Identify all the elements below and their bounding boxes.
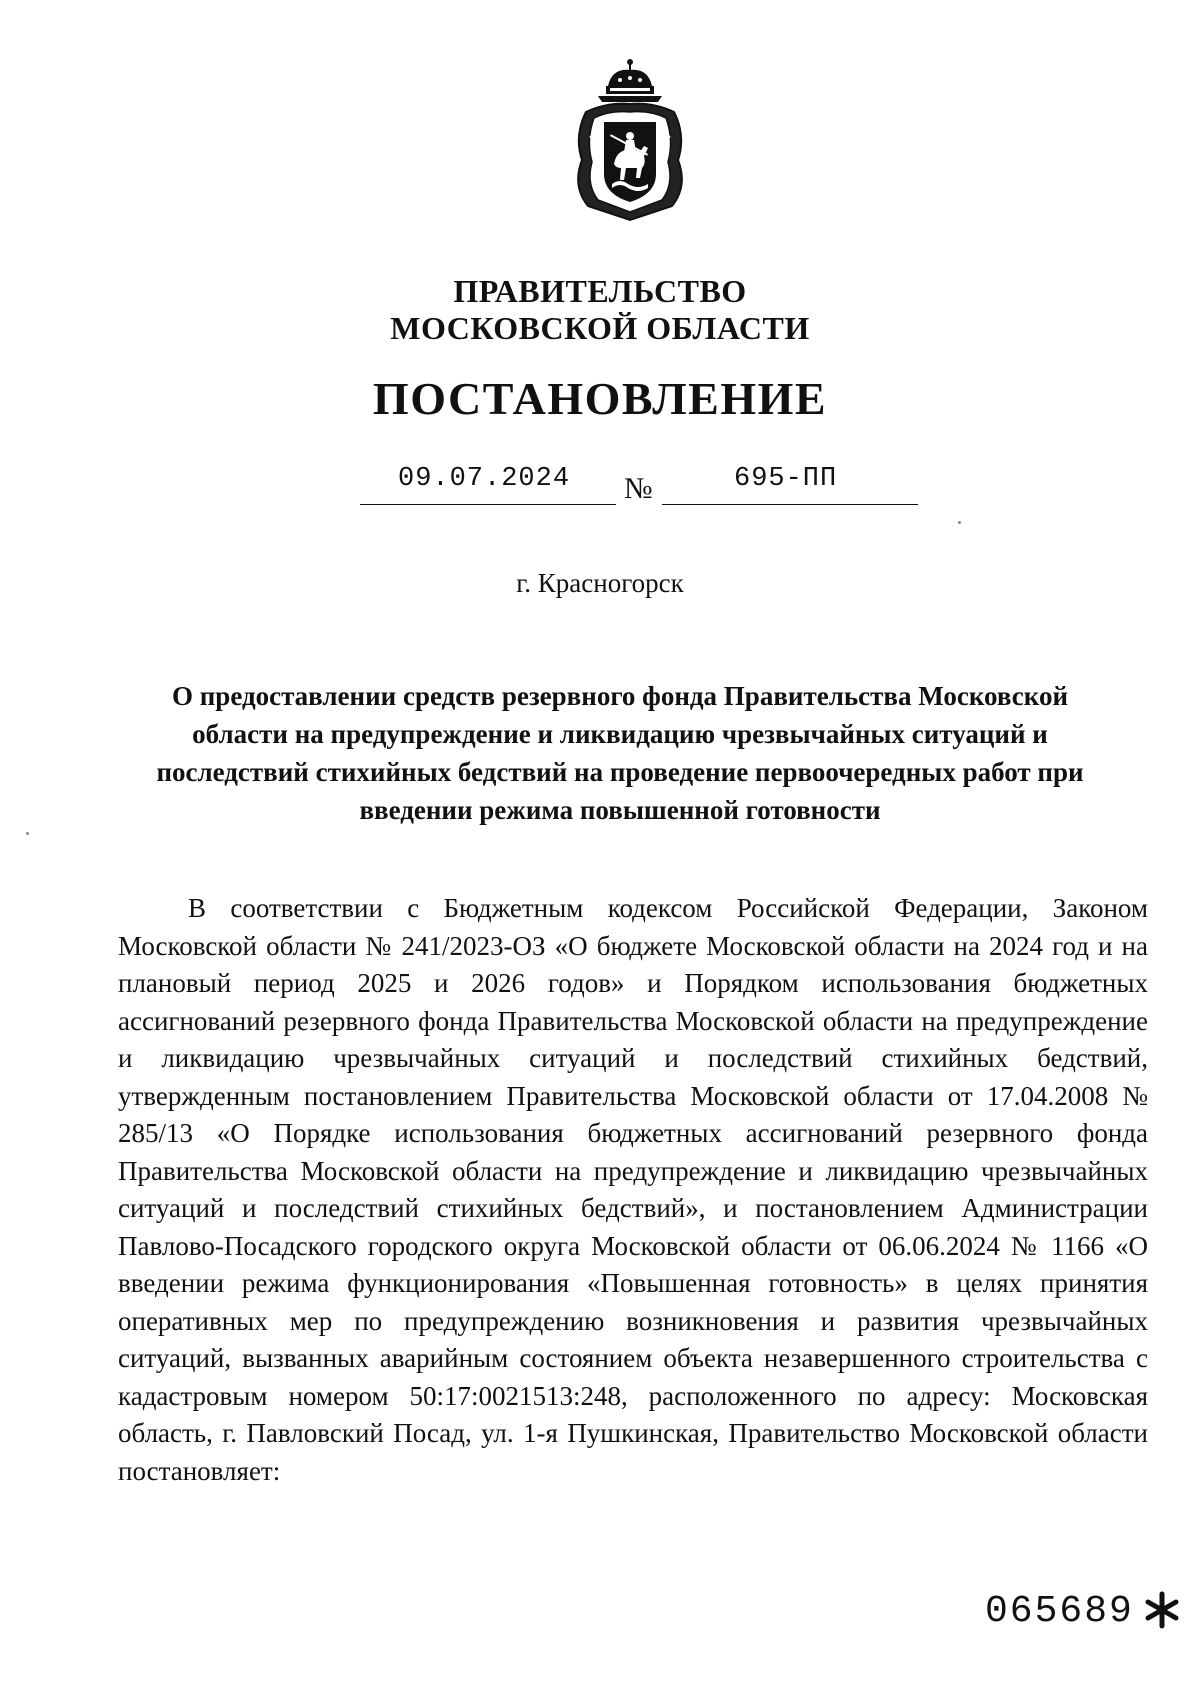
document-city: г. Красногорск [516, 568, 684, 598]
number-sign: № [624, 472, 653, 505]
number-underline [662, 503, 918, 505]
document-body-paragraph: В соответствии с Бюджетным кодексом Российской Федерации, Законом Московской области № 241/2023-ОЗ «О бюджете Московской области на 2024 год и на плановый период 2025 и 2026 годов» и Порядком использования бюджетных ассигнований резервного фонда Правительства Московской области на предупреждение и ликвидацию чрезвычайных ситуаций и последствий стихийных бедствий, утвержденным постановлением Правительства Московской области от 17.04.2008 № 285/13 «О Порядке использования бюджетных ассигнований резервного фонда Правительства Московской области на предупреждение и ликвидацию чрезвычайных ситуаций и последствий стихийных бедствий», и постановлением Администрации Павлово-Посадского городского округа Московской области от 06.06.2024 № 1166 «О введении режима функционирования «Повышенная готовность» в целях принятия оперативных мер по предупреждению возникновения и развития чрезвычайных ситуаций, вызванных аварийным состоянием объекта незавершенного строительства с кадастровым номером 50:17:0021513:248, расположенного по адресу: Московская область, г. Павловский Посад, ул. 1-я Пушкинская, Правительство Московской области постановляет: [118, 893, 1148, 1486]
asterisk-icon [1142, 1588, 1182, 1632]
document-date: 09.07.2024 [398, 464, 571, 494]
document-type-title: ПОСТАНОВЛЕНИЕ [372, 373, 828, 424]
scan-speck [26, 832, 29, 835]
document-subject: О предоставлении средств резервного фонда Правительства Московской области на предупреждение и ликвидацию чрезвычайных ситуаций и последствий стихийных бедствий на проведение первоочередных работ при введении режима повышенной готовности [156, 681, 1084, 825]
organization-name-line1: ПРАВИТЕЛЬСТВО [453, 273, 747, 309]
coat-of-arms-icon [568, 56, 692, 222]
document-number: 695-ПП [734, 464, 838, 494]
serial-number: 065689 [985, 1590, 1134, 1633]
scan-speck [958, 521, 961, 524]
date-underline [360, 503, 616, 505]
organization-name-line2: МОСКОВСКОЙ ОБЛАСТИ [390, 310, 810, 346]
